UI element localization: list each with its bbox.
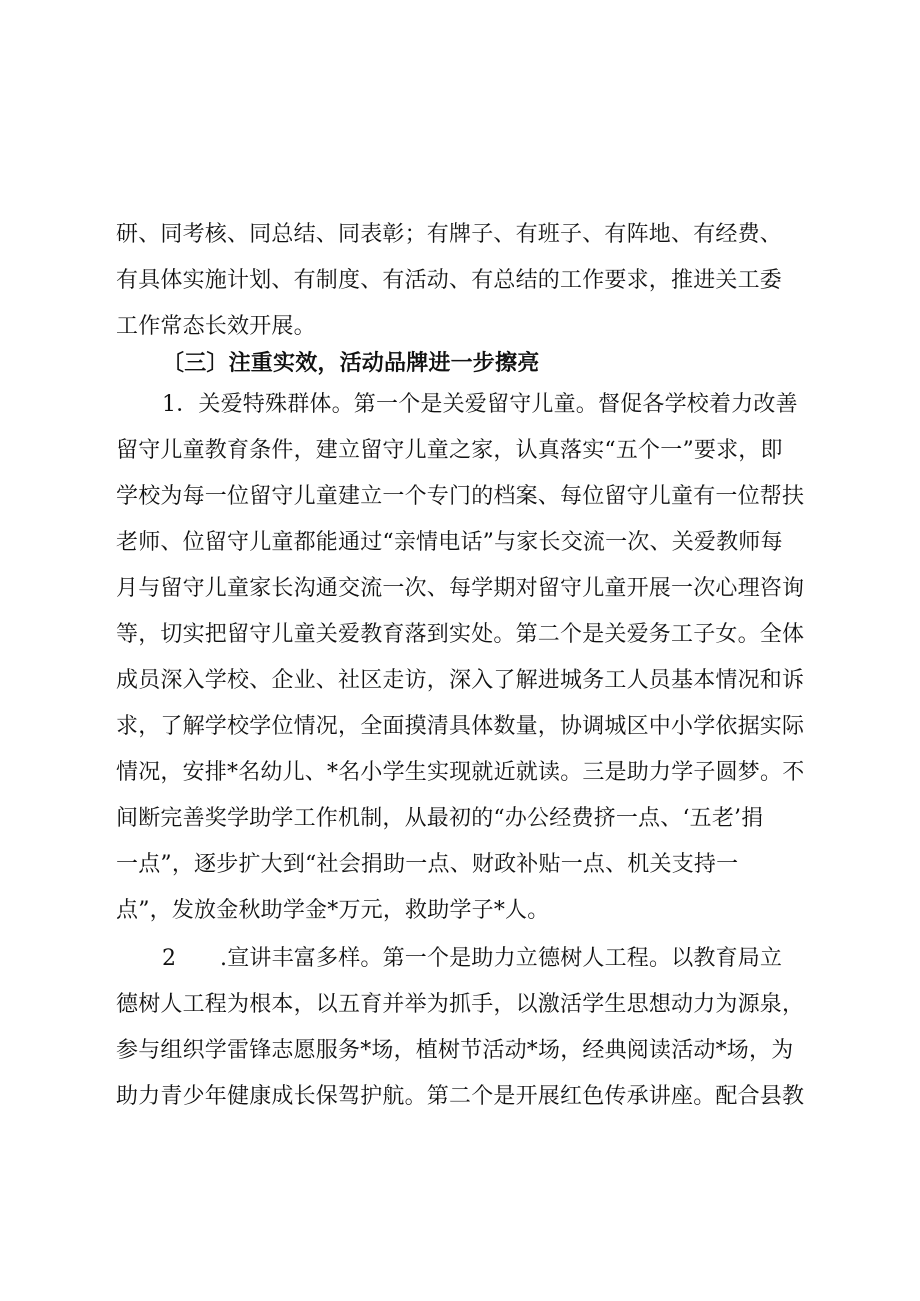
paragraph-line-text: .宣讲丰富多样。第一个是助力立德树人工程。以教育局立 bbox=[220, 946, 783, 971]
paragraph-line: 老师、位留守儿童都能通过“亲情电话”与家长交流一次、关爱教师每 bbox=[116, 530, 783, 555]
paragraph-line: 工作常态长效开展。 bbox=[116, 314, 316, 339]
paragraph-number: 2 bbox=[162, 946, 177, 971]
paragraph-line: 学校为每一位留守儿童建立一个专门的档案、每位留守儿童有一位帮扶 bbox=[116, 484, 805, 509]
paragraph-line: 情况，安排*名幼儿、*名小学生实现就近就读。三是助力学子圆梦。不 bbox=[116, 760, 805, 785]
paragraph-line: 1．关爱特殊群体。第一个是关爱留守儿童。督促各学校着力改善 bbox=[162, 392, 798, 417]
paragraph-line: 点”，发放金秋助学金*万元，救助学子*人。 bbox=[116, 898, 550, 923]
paragraph-line: 等，切实把留守儿童关爱教育落到实处。第二个是关爱务工子女。全体 bbox=[116, 622, 805, 647]
paragraph-line: 助力青少年健康成长保驾护航。第二个是开展红色传承讲座。配合县教 bbox=[116, 1084, 805, 1109]
paragraph-line: 间断完善奖学助学工作机制，从最初的“办公经费挤一点、‘五老’捐 bbox=[116, 806, 764, 831]
paragraph-line: 留守儿童教育条件，建立留守儿童之家，认真落实“五个一”要求，即 bbox=[116, 438, 783, 463]
paragraph-line: 有具体实施计划、有制度、有活动、有总结的工作要求，推进关工委 bbox=[116, 268, 783, 293]
paragraph-line: 研、同考核、同总结、同表彰；有牌子、有班子、有阵地、有经费、 bbox=[116, 222, 783, 247]
paragraph-line: 一点”，逐步扩大到“社会捐助一点、财政补贴一点、机关支持一 bbox=[116, 852, 739, 877]
paragraph-first-line bbox=[162, 944, 882, 974]
paragraph-line: 成员深入学校、企业、社区走访，深入了解进城务工人员基本情况和诉 bbox=[116, 668, 805, 693]
paragraph-line: 月与留守儿童家长沟通交流一次、每学期对留守儿童开展一次心理咨询 bbox=[116, 576, 805, 601]
paragraph-line: 德树人工程为根本，以五育并举为抓手，以激活学生思想动力为源泉， bbox=[116, 992, 805, 1017]
paragraph-line: 参与组织学雷锋志愿服务*场，植树节活动*场，经典阅读活动*场，为 bbox=[116, 1038, 794, 1063]
paragraph-line: 求，了解学校学位情况，全面摸清具体数量，协调城区中小学依据实际 bbox=[116, 714, 805, 739]
section-heading: 〔三〕注重实效，活动品牌进一步擦亮 bbox=[162, 350, 540, 376]
